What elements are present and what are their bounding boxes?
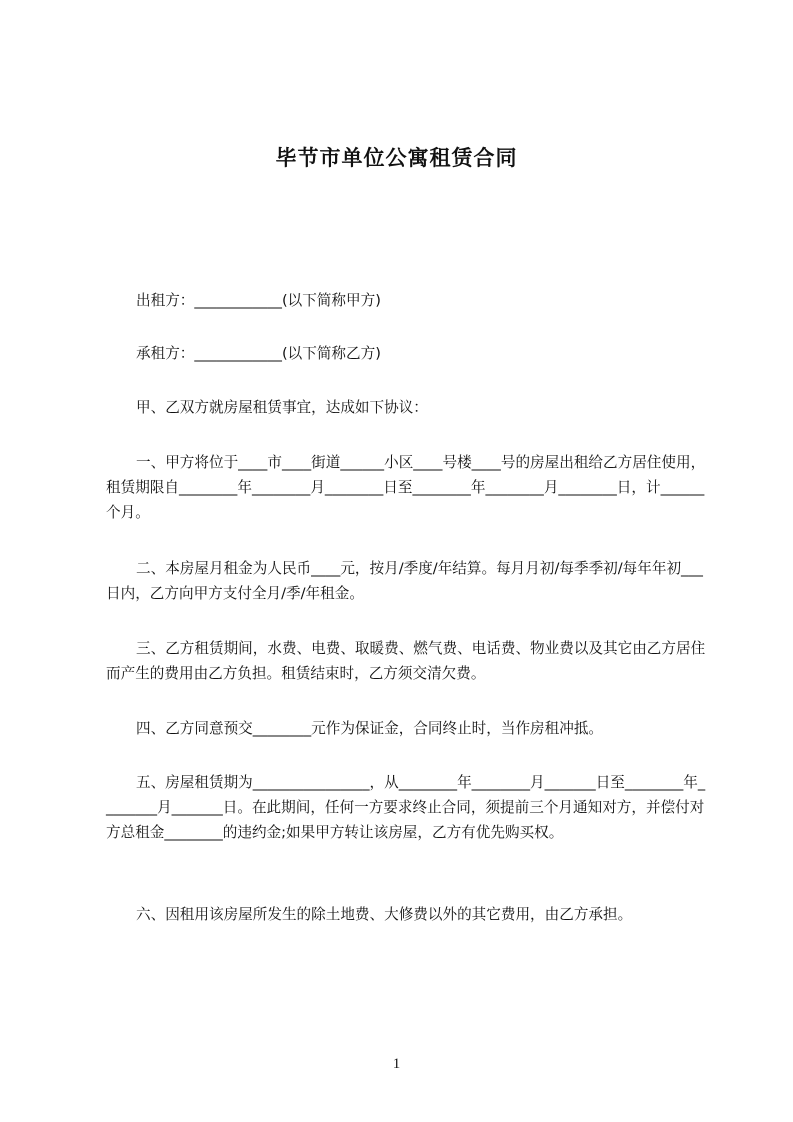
clause-3: 三、乙方租赁期间，水费、电费、取暖费、燃气费、电话费、物业费以及其它由乙方居住而产生的费用由乙方负担。租赁结束时，乙方须交清欠费。 bbox=[106, 640, 706, 682]
page-number: 1 bbox=[392, 1056, 401, 1072]
clause-1: 一、甲方将位于____市____街道______小区____号楼____号的房屋出租给乙方居住使用，租赁期限自________年________月________日至________年________月________日，计______个月。 bbox=[106, 454, 706, 521]
party-a-line: 出租方：____________(以下简称甲方) bbox=[136, 292, 381, 309]
document-title: 毕节市单位公寓租赁合同 bbox=[275, 146, 518, 170]
clause-5: 五、房屋租赁期为________________，从________年________月_______日至________年________月_______日。在此期间，任何一方要求终止合同，须提前三个月通知对方，并偿付对方总租金________的违约金;如果甲方转让该房屋，乙方有优先购买权。 bbox=[106, 774, 706, 841]
clause-2: 二、本房屋月租金为人民币____元，按月/季度/年结算。每月月初/每季季初/每年年初___日内，乙方向甲方支付全月/季/年租金。 bbox=[106, 560, 703, 602]
party-b-line: 承租方：____________(以下简称乙方) bbox=[136, 345, 381, 362]
clause-6: 六、因租用该房屋所发生的除土地费、大修费以外的其它费用，由乙方承担。 bbox=[136, 906, 633, 923]
intro-line: 甲、乙双方就房屋租赁事宜，达成如下协议： bbox=[136, 399, 428, 416]
clause-4: 四、乙方同意预交________元作为保证金，合同终止时，当作房租冲抵。 bbox=[136, 720, 604, 737]
